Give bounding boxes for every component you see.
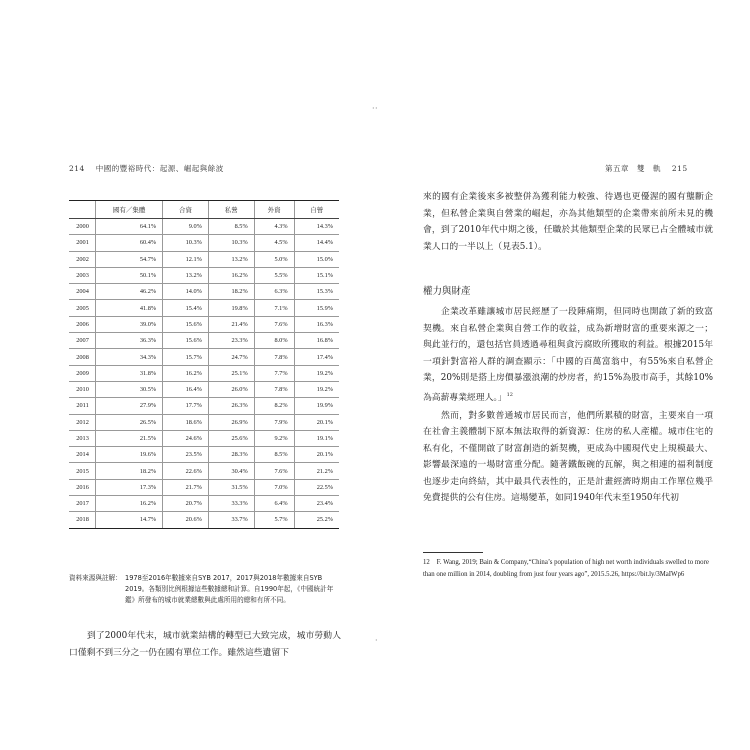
table-body <box>69 219 339 529</box>
table-cell: 23.4% <box>294 496 339 512</box>
table-cell: 26.5% <box>96 414 163 430</box>
table-cell: 17.7% <box>163 398 209 414</box>
table-row <box>69 349 339 365</box>
table-cell: 15.6% <box>163 316 209 332</box>
table-cell: 30.4% <box>208 463 254 479</box>
left-running-title: 中國的豐裕時代：起源、崛起與餘波 <box>95 164 224 173</box>
table-row <box>69 284 339 300</box>
table-cell: 16.2% <box>96 496 163 512</box>
table-cell: 16.3% <box>294 316 339 332</box>
crop-mark: · <box>372 104 375 113</box>
table-cell: 5.7% <box>254 512 294 528</box>
table-cell: 7.0% <box>254 479 294 495</box>
table-cell: 24.6% <box>163 430 209 446</box>
table-cell: 19.8% <box>208 300 254 316</box>
table-cell: 60.4% <box>96 235 163 251</box>
right-running-title: 第五章 雙 軌 <box>605 164 661 173</box>
table-cell: 21.4% <box>208 316 254 332</box>
table-source-note <box>69 573 339 606</box>
table-row <box>69 251 339 267</box>
table-cell: 16.8% <box>294 333 339 349</box>
table-cell: 23.5% <box>163 447 209 463</box>
table-cell: 8.0% <box>254 333 294 349</box>
table-cell: 4.3% <box>254 219 294 235</box>
table-cell: 17.4% <box>294 349 339 365</box>
table-cell: 16.2% <box>208 267 254 283</box>
table-year-cell: 2007 <box>69 333 96 349</box>
table-cell: 13.2% <box>208 251 254 267</box>
employment-share-table <box>69 200 339 529</box>
left-paragraph: 到了2000年代末，城市就業結構的轉型已大致完成，城市勞動人口僅剩不到三分之一仍在國有單位工作。雖然這些遺留下 <box>69 631 341 658</box>
table-year-cell: 2016 <box>69 479 96 495</box>
right-body-main <box>423 304 713 509</box>
table-year-cell: 2012 <box>69 414 96 430</box>
table-year-cell: 2004 <box>69 284 96 300</box>
table-year-cell: 2018 <box>69 512 96 528</box>
table-year-cell: 2017 <box>69 496 96 512</box>
table-cell: 7.1% <box>254 300 294 316</box>
table-column-header: 國有／集體 <box>96 201 163 219</box>
crop-mark: · <box>375 636 378 645</box>
table-cell: 64.1% <box>96 219 163 235</box>
table-row <box>69 447 339 463</box>
table-cell: 8.5% <box>254 447 294 463</box>
table-cell: 8.5% <box>208 219 254 235</box>
table-year-cell: 2013 <box>69 430 96 446</box>
table-year-cell: 2008 <box>69 349 96 365</box>
table-cell: 9.2% <box>254 430 294 446</box>
table-cell: 27.9% <box>96 398 163 414</box>
table-cell: 26.9% <box>208 414 254 430</box>
table-cell: 6.3% <box>254 284 294 300</box>
crop-mark: · <box>375 104 378 113</box>
table-cell: 7.9% <box>254 414 294 430</box>
table-row <box>69 398 339 414</box>
table-cell: 7.7% <box>254 365 294 381</box>
table-cell: 7.8% <box>254 381 294 397</box>
table-cell: 7.6% <box>254 316 294 332</box>
table-cell: 19.9% <box>294 398 339 414</box>
footnote-rule <box>423 552 483 553</box>
table-cell: 15.7% <box>163 349 209 365</box>
table-year-cell: 2000 <box>69 219 96 235</box>
table-cell: 30.5% <box>96 381 163 397</box>
source-label: 資料來源與註解： <box>69 574 122 582</box>
table-row <box>69 333 339 349</box>
table-cell: 25.2% <box>294 512 339 528</box>
table-cell: 33.7% <box>208 512 254 528</box>
table-year-cell: 2009 <box>69 365 96 381</box>
table-cell: 21.5% <box>96 430 163 446</box>
table-cell: 9.0% <box>163 219 209 235</box>
table-row <box>69 300 339 316</box>
table-cell: 19.2% <box>294 381 339 397</box>
table-cell: 34.3% <box>96 349 163 365</box>
table-cell: 4.5% <box>254 235 294 251</box>
table-cell: 14.7% <box>96 512 163 528</box>
table-cell: 18.2% <box>208 284 254 300</box>
table-year-cell: 2001 <box>69 235 96 251</box>
table-cell: 16.4% <box>163 381 209 397</box>
table-column-header: 合資 <box>163 201 209 219</box>
right-page <box>375 0 750 750</box>
table-row <box>69 365 339 381</box>
right-running-head <box>605 163 688 174</box>
right-page-number: 215 <box>671 164 688 173</box>
table-cell: 21.2% <box>294 463 339 479</box>
table-row <box>69 219 339 235</box>
table-cell: 7.6% <box>254 463 294 479</box>
table-cell: 54.7% <box>96 251 163 267</box>
table-column-header <box>69 201 96 219</box>
right-paragraph-2-text: 企業改革雖讓城市居民經歷了一段陣痛期，但同時也開啟了新的致富契機。來自私營企業與自營工作的收益，成為新增財富的重要來源之一；與此並行的，還包括官員透過尋租與貪污腐敗所獲取的利益。根據2015年一項針對富裕人群的調查顯示：「中國的百萬富翁中，有55%來自私營企業，20%則是搭上房價暴漲浪潮的炒房者，約15%為股市高手，其餘10%為高薪專業經理人。」 <box>423 307 713 403</box>
table-cell: 33.3% <box>208 496 254 512</box>
table-year-cell: 2006 <box>69 316 96 332</box>
table-cell: 20.6% <box>163 512 209 528</box>
section-heading: 權力與財產 <box>423 286 471 297</box>
right-paragraph-1: 來的國有企業後來多被整併為獲利能力較強、待遇也更優渥的國有壟斷企業，但私營企業與自營業的崛起，亦為其他類型的企業帶來前所未見的機會，到了2010年代中期之後，任職於其他類型企業的民眾已占全體城市就業人口的一半以上（見表5.1）。 <box>423 192 713 252</box>
table-cell: 39.0% <box>96 316 163 332</box>
table-row <box>69 512 339 528</box>
table-year-cell: 2014 <box>69 447 96 463</box>
table-cell: 31.5% <box>208 479 254 495</box>
table-cell: 6.4% <box>254 496 294 512</box>
table-cell: 15.9% <box>294 300 339 316</box>
table-cell: 10.3% <box>208 235 254 251</box>
table-row <box>69 430 339 446</box>
table-cell: 13.2% <box>163 267 209 283</box>
table-cell: 20.1% <box>294 447 339 463</box>
table-cell: 15.6% <box>163 333 209 349</box>
table-cell: 36.3% <box>96 333 163 349</box>
table-year-cell: 2015 <box>69 463 96 479</box>
table-cell: 25.6% <box>208 430 254 446</box>
table-cell: 17.3% <box>96 479 163 495</box>
left-body <box>69 628 341 663</box>
table-cell: 15.1% <box>294 267 339 283</box>
table-cell: 5.0% <box>254 251 294 267</box>
table-cell: 26.0% <box>208 381 254 397</box>
table-cell: 8.2% <box>254 398 294 414</box>
table-row <box>69 479 339 495</box>
table-cell: 15.0% <box>294 251 339 267</box>
table-cell: 21.7% <box>163 479 209 495</box>
table-cell: 41.8% <box>96 300 163 316</box>
right-body-top <box>423 189 713 255</box>
table-cell: 50.1% <box>96 267 163 283</box>
table-cell: 31.8% <box>96 365 163 381</box>
right-paragraph-3: 然而，對多數普通城市居民而言，他們所累積的財富，主要來自一項在社會主義體制下原本無法取得的新資源：住房的私人產權。城市住宅的私有化，不僅開啟了財富創造的新契機，更成為中國現代史上規模最大、影響最深遠的一場財富重分配。隨著鐵飯碗的瓦解，與之相連的福利制度也逐步走向終結，其中最具代表性的，正是計畫經濟時期由工作單位幾乎免費提供的公有住房。這場變革，如同1940年代末至1950年代初 <box>423 410 713 504</box>
table-row <box>69 381 339 397</box>
table-cell: 23.3% <box>208 333 254 349</box>
table-cell: 22.5% <box>294 479 339 495</box>
table-row <box>69 316 339 332</box>
table-cell: 10.3% <box>163 235 209 251</box>
table-header-row <box>69 201 339 219</box>
table-cell: 19.2% <box>294 365 339 381</box>
footnote-ref: 12 <box>506 391 513 398</box>
table-cell: 7.8% <box>254 349 294 365</box>
table-row <box>69 267 339 283</box>
table-cell: 12.1% <box>163 251 209 267</box>
table-year-cell: 2010 <box>69 381 96 397</box>
table-cell: 5.5% <box>254 267 294 283</box>
left-page-number: 214 <box>69 164 85 173</box>
table-cell: 22.6% <box>163 463 209 479</box>
table-cell: 25.1% <box>208 365 254 381</box>
left-running-head <box>69 163 224 174</box>
table-year-cell: 2005 <box>69 300 96 316</box>
footnote: 12 F. Wang, 2019; Bain & Company,“China’s population of high net worth individuals swelled to more than one million in 2014, doubling from just four years ago”, 2015.5.26, https://bit.ly/3MaIWp6 <box>423 559 709 578</box>
right-paragraph-2 <box>423 304 713 406</box>
table-year-cell: 2002 <box>69 251 96 267</box>
table-cell: 46.2% <box>96 284 163 300</box>
table-year-cell: 2003 <box>69 267 96 283</box>
table-cell: 14.0% <box>163 284 209 300</box>
table-cell: 15.4% <box>163 300 209 316</box>
source-text: 1978至2016年數據來自SYB 2017，2017與2018年數據來自SYB 2019。各類別比例根據這些數據總和計算。自1990年起，《中國統計年鑑》所發布的城市就業總數與此處所用的總和有所不同。 <box>125 574 334 604</box>
table-cell: 19.6% <box>96 447 163 463</box>
table-column-header: 私營 <box>208 201 254 219</box>
table-year-cell: 2011 <box>69 398 96 414</box>
table-row <box>69 235 339 251</box>
table-cell: 26.3% <box>208 398 254 414</box>
table-cell: 15.3% <box>294 284 339 300</box>
table-row <box>69 414 339 430</box>
table-cell: 20.1% <box>294 414 339 430</box>
table-column-header: 自營 <box>294 201 339 219</box>
table-cell: 24.7% <box>208 349 254 365</box>
table-cell: 28.3% <box>208 447 254 463</box>
table-cell: 18.6% <box>163 414 209 430</box>
table-cell: 14.3% <box>294 219 339 235</box>
table-cell: 20.7% <box>163 496 209 512</box>
table-column-header: 外資 <box>254 201 294 219</box>
table-cell: 18.2% <box>96 463 163 479</box>
table-cell: 19.1% <box>294 430 339 446</box>
table-cell: 14.4% <box>294 235 339 251</box>
table-cell: 16.2% <box>163 365 209 381</box>
table-row <box>69 496 339 512</box>
table-row <box>69 463 339 479</box>
